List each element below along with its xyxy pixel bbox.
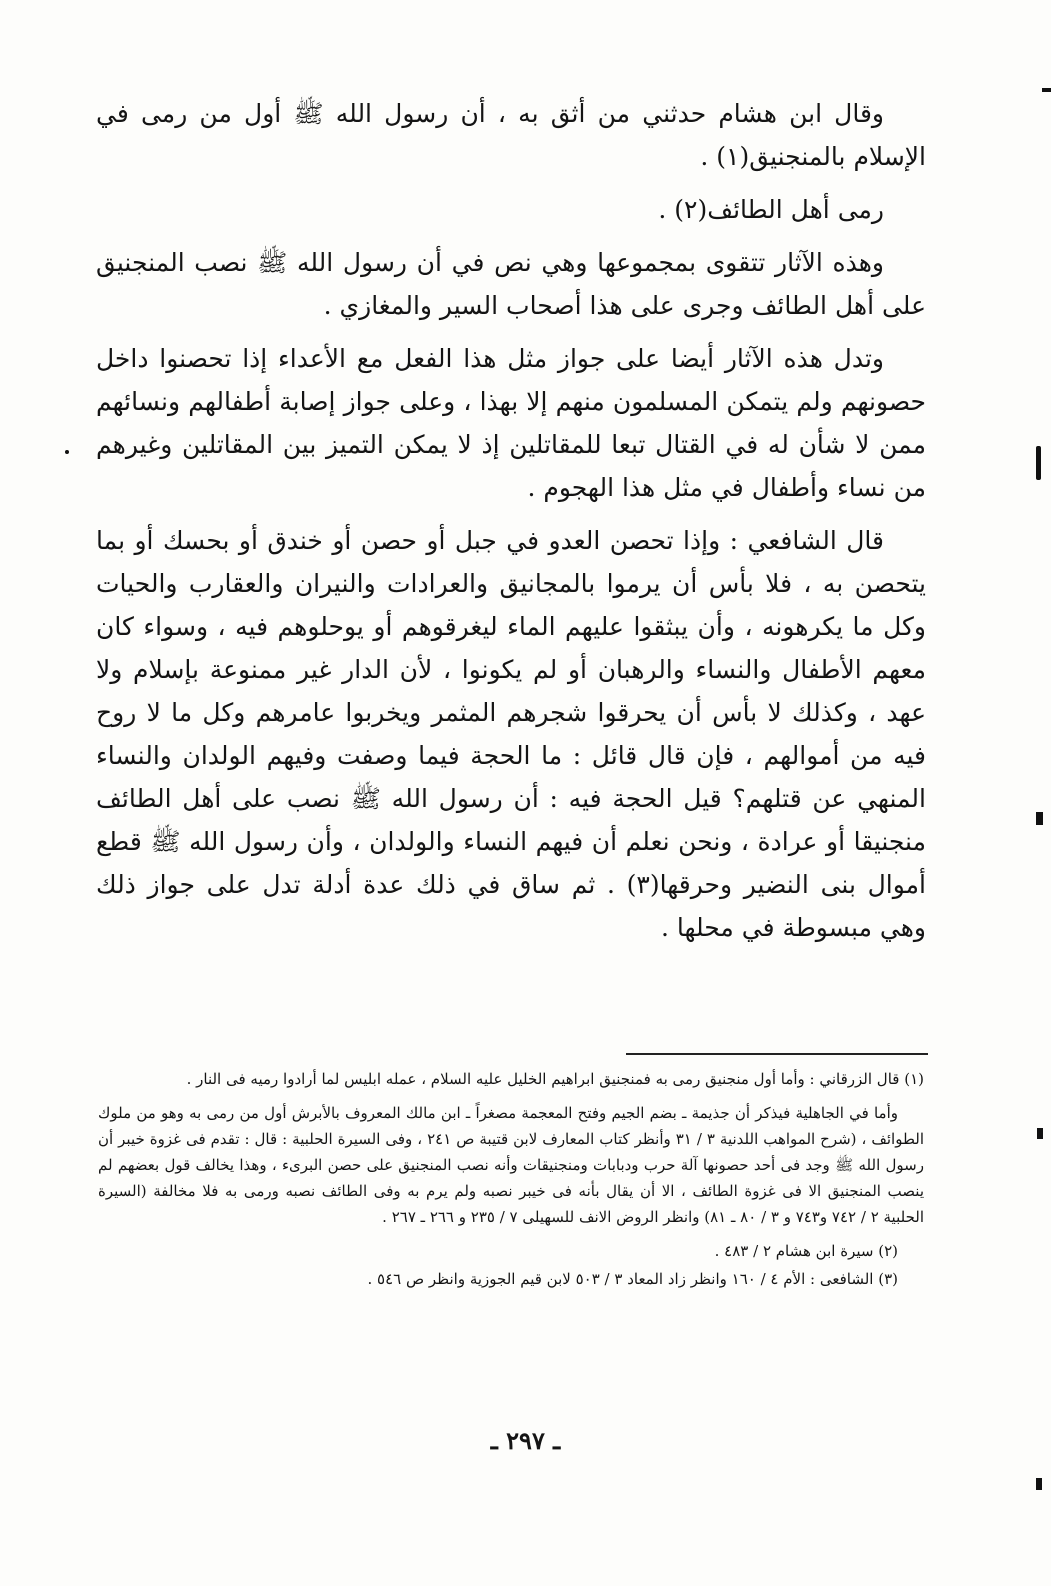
footnotes [98, 1066, 924, 1294]
scan-mark [1036, 1478, 1042, 1490]
paragraph-taif: رمى أهل الطائف(٢) . [658, 195, 884, 224]
paragraph-athar: وهذه الآثار تتقوى بمجموعها وهي نص في أن رسول الله ﷺ نصب المنجنيق على أهل الطائف وجرى على هذا أصحاب السير والمغازي . [96, 248, 926, 320]
footnote-separator [626, 1053, 928, 1055]
scan-mark [1042, 88, 1051, 92]
scan-mark [1037, 1128, 1043, 1139]
scan-mark [1036, 446, 1041, 480]
scan-speck [65, 450, 69, 454]
footnote-3: (٣) الشافعى : الأم ٤ / ١٦٠ وانظر زاد المعاد ٣ / ٥٠٣ لابن قيم الجوزية وانظر ص ٥٤٦ . [367, 1270, 898, 1288]
main-text [96, 92, 926, 959]
paragraph-shafii: قال الشافعي : وإذا تحصن العدو في جبل أو حصن أو خندق أو بحسك أو بما يتحصن به ، فلا بأس أن يرموا بالمجانيق والعرادات والنيران والعقارب والحيات وكل ما يكرهونه ، وأن يبثقوا عليهم الماء ليغرقوهم أو يوحلوهم فيه ، وسواء كان معهم الأطفال والنساء والرهبان أو لم يكونوا ، لأن الدار غير ممنوعة بإسلام ولا عهد ، وكذلك لا بأس أن يحرقوا شجرهم المثمر ويخربوا عامرهم وكل ما لا روح فيه من أموالهم ، فإن قال قائل : ما الحجة فيما وصفت وفيهم الولدان والنساء المنهي عن قتلهم؟ قيل الحجة فيه : أن رسول الله ﷺ نصب على أهل الطائف منجنيقا أو عرادة ، ونحن نعلم أن فيهم النساء والولدان ، وأن رسول الله ﷺ قطع أموال بنى النضير وحرقها(٣) . ثم ساق في ذلك عدة أدلة تدل على جواز ذلك وهي مبسوطة في محلها . [96, 526, 926, 942]
scan-mark [1036, 812, 1043, 825]
footnote-1: (١) قال الزرقاني : وأما أول منجنيق رمى به فمنجنيق ابراهيم الخليل عليه السلام ، عمله ابليس لما أرادوا رميه فى النار . [186, 1070, 924, 1088]
footnote-1-continued: وأما في الجاهلية فيذكر أن جذيمة ـ بضم الجيم وفتح المعجمة مصغراً ـ ابن مالك المعروف بالأبرش أول من رمى به وهو من ملوك الطوائف ، (شرح المواهب اللدنية ٣ / ٣١ وأنظر كتاب المعارف لابن قتيبة ص ٢٤١ ، وفى السيرة الحلبية : قال : تقدم فى غزوة خيبر أن رسول الله ﷺ وجد فى أحد حصونها آلة حرب ودبابات ومنجنيقات وأنه نصب المنجنيق على حصن البرىء ، وهذا يخالف قول بعضهم لم ينصب المنجنيق الا فى غزوة الطائف ، الا أن يقال بأنه فى خيبر نصبه ولم يرم به وفى الطائف نصبه ورمى به فلا مخالفة (السيرة الحلبية ٢ / ٧٤٢ و٧٤٣ و ٣ / ٨٠ ـ ٨١) وانظر الروض الانف للسهيلى ٧ / ٢٣٥ و ٢٦٦ ـ ٢٦٧ . [98, 1104, 924, 1226]
paragraph-permissibility: وتدل هذه الآثار أيضا على جواز مثل هذا الفعل مع الأعداء إذا تحصنوا داخل حصونهم ولم يتمكن المسلمون منهم إلا بهذا ، وعلى جواز إصابة أطفالهم ونسائهم ممن لا شأن له في القتال تبعا للمقاتلين إذ لا يمكن التميز بين المقاتلين وغيرهم من نساء وأطفال في مثل هذا الهجوم . [96, 344, 926, 502]
page-number: ـ ٢٩٧ ـ [490, 1426, 561, 1455]
footnote-2: (٢) سيرة ابن هشام ٢ / ٤٨٣ . [714, 1242, 898, 1260]
paragraph-ibn-hisham: وقال ابن هشام حدثني من أثق به ، أن رسول الله ﷺ أول من رمى في الإسلام بالمنجنيق(١) . [96, 99, 926, 171]
